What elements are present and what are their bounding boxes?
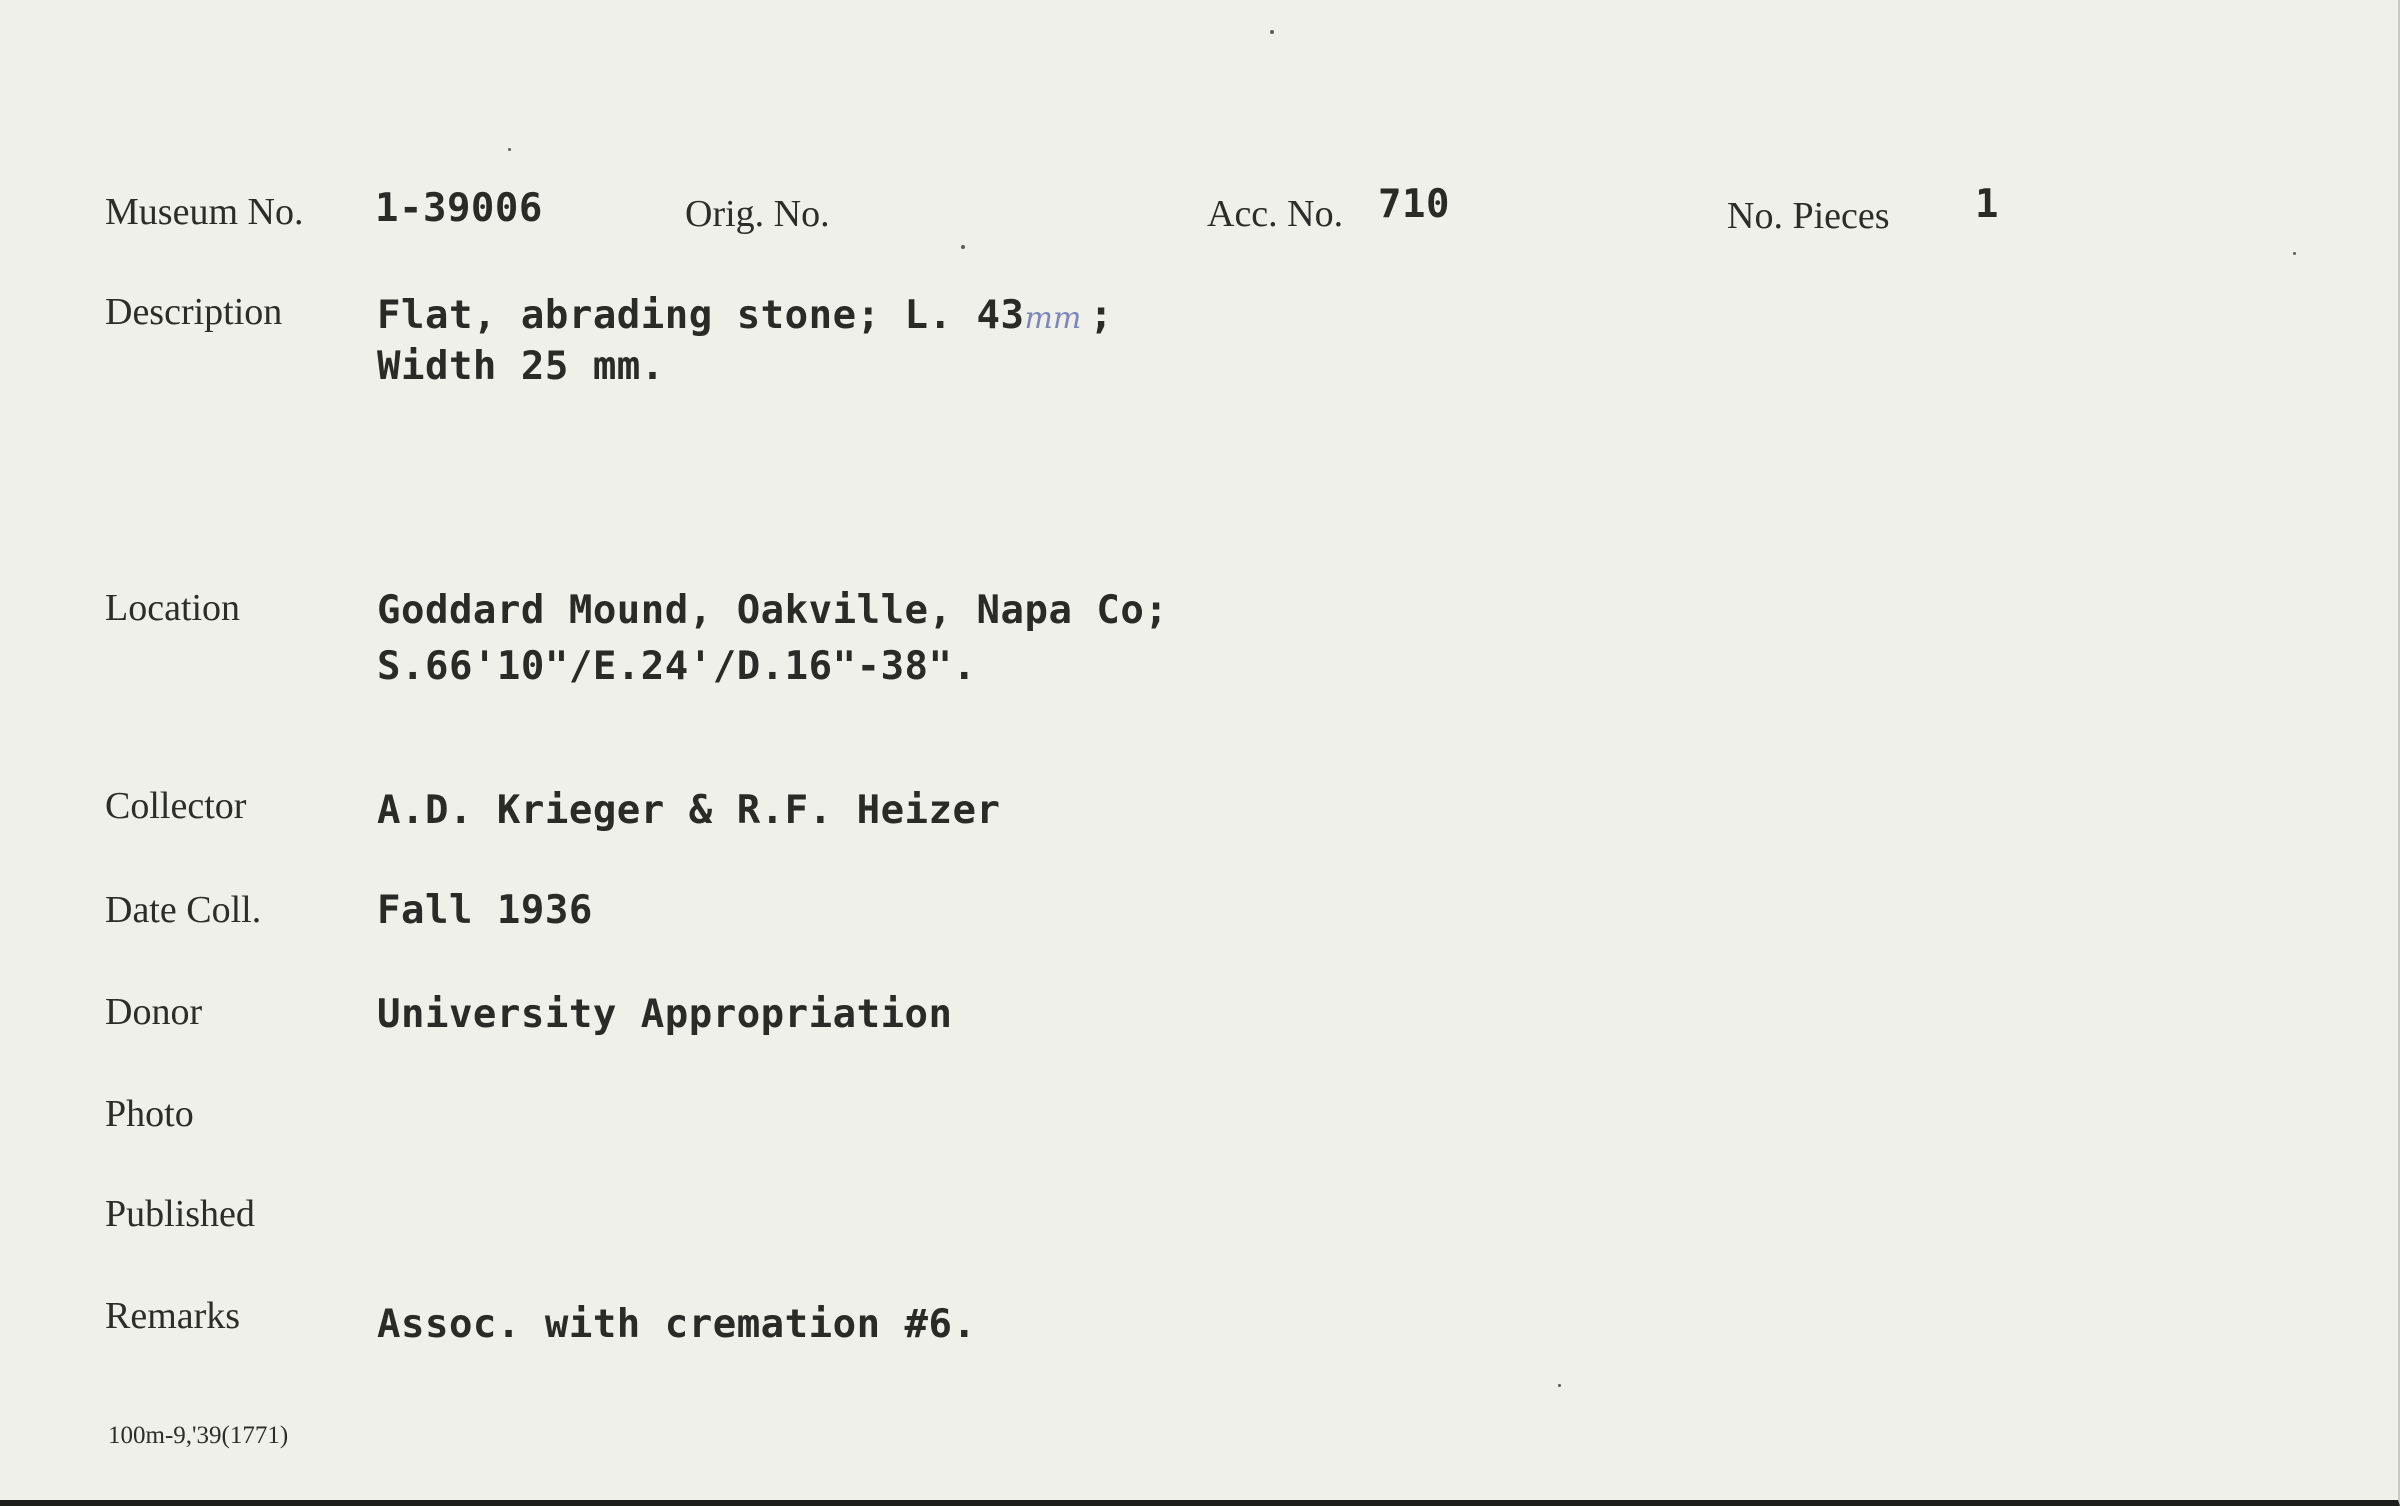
description-handwritten-unit: mm xyxy=(1024,301,1082,336)
description-typed-text: Flat, abrading stone; L. 43 xyxy=(377,293,1025,338)
paper-speck xyxy=(1558,1384,1561,1387)
collector-label: Collector xyxy=(105,785,247,827)
no-pieces-label: No. Pieces xyxy=(1727,195,1890,237)
paper-speck xyxy=(508,148,511,151)
no-pieces-value: 1 xyxy=(1975,182,1999,227)
photo-label: Photo xyxy=(105,1093,194,1135)
remarks-label: Remarks xyxy=(105,1295,241,1337)
donor-value: University Appropriation xyxy=(377,992,953,1037)
form-number: 100m-9,'39(1771) xyxy=(108,1422,289,1449)
description-line-2: Width 25 mm. xyxy=(377,344,665,389)
remarks-value: Assoc. with cremation #6. xyxy=(377,1302,977,1347)
donor-label: Donor xyxy=(105,991,203,1033)
paper-speck xyxy=(961,245,965,249)
location-line-2: S.66'10"/E.24'/D.16"-38". xyxy=(377,644,977,689)
location-line-1: Goddard Mound, Oakville, Napa Co; xyxy=(377,588,1169,633)
collector-value: A.D. Krieger & R.F. Heizer xyxy=(377,788,1001,833)
published-label: Published xyxy=(105,1193,255,1235)
acc-no-label: Acc. No. xyxy=(1207,193,1344,235)
acc-no-value: 710 xyxy=(1378,182,1450,227)
paper-speck xyxy=(1270,30,1274,34)
orig-no-label: Orig. No. xyxy=(685,193,830,235)
description-label: Description xyxy=(105,291,283,333)
description-line-1 xyxy=(377,293,1113,338)
museum-no-label: Museum No. xyxy=(105,191,304,233)
location-label: Location xyxy=(105,587,241,629)
date-coll-value: Fall 1936 xyxy=(377,888,593,933)
museum-no-value: 1-39006 xyxy=(375,186,543,231)
date-coll-label: Date Coll. xyxy=(105,889,262,931)
paper-speck xyxy=(2293,252,2296,255)
description-semicolon: ; xyxy=(1089,293,1114,338)
